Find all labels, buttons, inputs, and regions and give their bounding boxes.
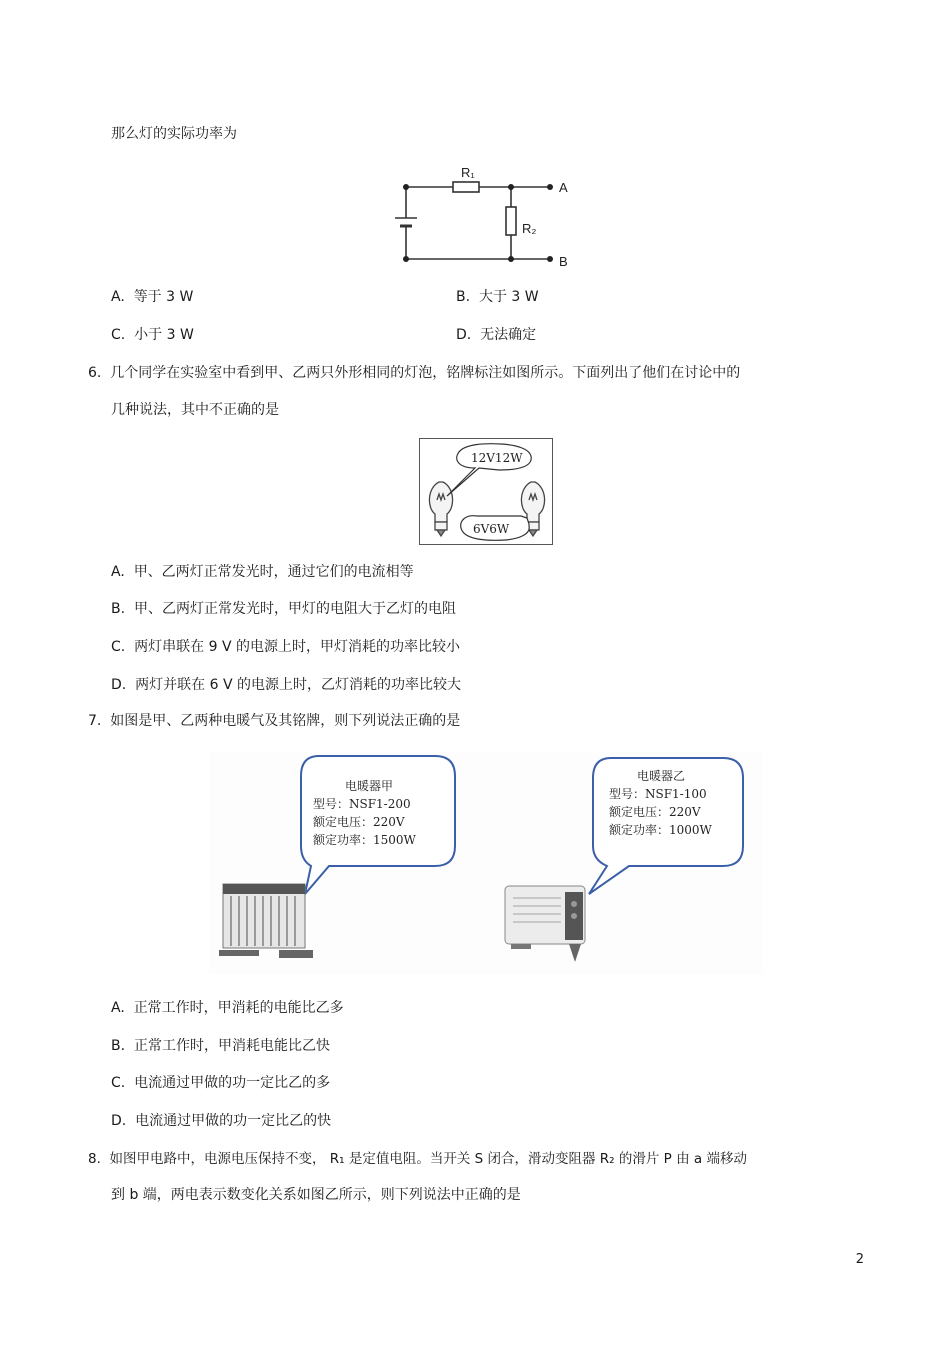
q6-option-c: C. 两灯串联在 9 V 的电源上时，甲灯消耗的功率比较小 xyxy=(111,639,460,655)
q7-option-b: B. 正常工作时，甲消耗电能比乙快 xyxy=(111,1038,330,1054)
q5-option-d: D. 无法确定 xyxy=(456,327,537,343)
bubble-right-label: 6V6W xyxy=(473,522,510,536)
q6-option-a: A. 甲、乙两灯正常发光时，通过它们的电流相等 xyxy=(111,564,414,580)
q8-stem-line2: 到 b 端，两电表示数变化关系如图乙所示，则下列说法中正确的是 xyxy=(111,1187,521,1203)
left-nameplate-power: 额定功率：1500W xyxy=(313,833,416,847)
q5-circuit-diagram xyxy=(385,160,585,275)
q6-stem-line2: 几种说法，其中不正确的是 xyxy=(111,402,279,418)
right-nameplate-power: 额定功率：1000W xyxy=(609,823,712,837)
left-nameplate-voltage: 额定电压：220V xyxy=(313,815,405,829)
q6-option-b: B. 甲、乙两灯正常发光时，甲灯的电阻大于乙灯的电阻 xyxy=(111,601,456,617)
q6-option-d: D. 两灯并联在 6 V 的电源上时，乙灯消耗的功率比较大 xyxy=(111,677,461,693)
q5-text-tail: 那么灯的实际功率为 xyxy=(111,126,237,142)
r1-resistor xyxy=(453,182,479,192)
terminal-b-label: B xyxy=(559,254,568,269)
left-heater-icon xyxy=(219,884,313,958)
left-nameplate-model: 型号：NSF1-200 xyxy=(313,797,411,811)
q6-bulbs-figure xyxy=(419,438,553,545)
left-nameplate-title: 电暖器甲 xyxy=(345,779,394,793)
r2-label: R₂ xyxy=(522,221,537,236)
r2-resistor xyxy=(506,207,516,235)
q7-heaters-figure xyxy=(209,752,763,974)
right-nameplate-model: 型号：NSF1-100 xyxy=(609,787,707,801)
bubble-left-label: 12V12W xyxy=(471,451,523,465)
q7-stem-line1: 7. 如图是甲、乙两种电暖气及其铭牌，则下列说法正确的是 xyxy=(88,713,461,729)
q6-stem-line1: 6. 几个同学在实验室中看到甲、乙两只外形相同的灯泡，铭牌标注如图所示。下面列出了他们在讨论中的 xyxy=(88,365,741,381)
right-nameplate-voltage: 额定电压：220V xyxy=(609,805,701,819)
terminal-a-label: A xyxy=(559,180,568,195)
q5-option-c: C. 小于 3 W xyxy=(111,327,194,343)
q5-option-b: B. 大于 3 W xyxy=(456,289,539,305)
q8-stem-line1: 8. 如图甲电路中，电源电压保持不变， R₁ 是定值电阻。当开关 S 闭合，滑动变阻器 R₂ 的滑片 P 由 a 端移动 xyxy=(88,1151,747,1167)
q7-option-c: C. 电流通过甲做的功一定比乙的多 xyxy=(111,1075,331,1091)
q7-option-a: A. 正常工作时，甲消耗的电能比乙多 xyxy=(111,1000,344,1016)
page-number: 2 xyxy=(855,1252,864,1267)
q5-option-a: A. 等于 3 W xyxy=(111,289,194,305)
r1-label: R₁ xyxy=(461,165,475,180)
q7-option-d: D. 电流通过甲做的功一定比乙的快 xyxy=(111,1113,332,1129)
right-nameplate-title: 电暖器乙 xyxy=(637,769,686,783)
